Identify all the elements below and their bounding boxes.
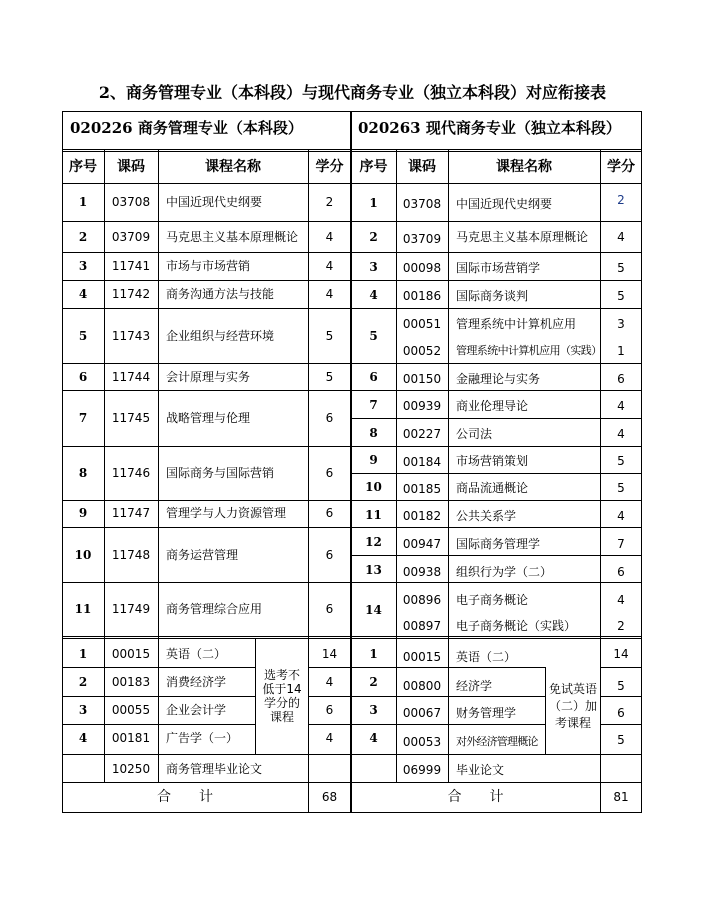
row-name: 财务管理学 bbox=[456, 706, 517, 720]
row-name: 市场营销策划 bbox=[456, 454, 529, 468]
row-no: 3 bbox=[369, 260, 378, 274]
left-elective-note: 选考不低于14学分的课程 bbox=[262, 668, 302, 724]
row-code: 00150 bbox=[402, 372, 442, 386]
row-no: 2 bbox=[369, 675, 378, 689]
row-code: 11748 bbox=[111, 548, 151, 562]
row-credit: 5 bbox=[617, 481, 625, 495]
row-credit: 2 bbox=[325, 195, 334, 209]
row-code: 11745 bbox=[111, 411, 151, 425]
row-credit: 5 bbox=[617, 289, 625, 303]
row-code: 11747 bbox=[111, 506, 151, 520]
row-name: 国际商务谈判 bbox=[456, 289, 529, 303]
row-credit: 6 bbox=[325, 506, 334, 520]
row-name: 管理系统中计算机应用（实践） bbox=[456, 344, 602, 357]
right-total-label: 合 计 bbox=[447, 789, 504, 805]
row-credit: 1 bbox=[617, 344, 625, 358]
row-name: 市场与市场营销 bbox=[166, 259, 251, 273]
row-code: 00897 bbox=[402, 619, 442, 633]
row-code: 11744 bbox=[111, 370, 151, 384]
row-code: 00938 bbox=[402, 565, 442, 579]
row-code: 00227 bbox=[402, 427, 442, 441]
row-credit: 3 bbox=[617, 317, 625, 331]
right-header-no: 序号 bbox=[359, 159, 388, 175]
row-name: 马克思主义基本原理概论 bbox=[456, 230, 589, 244]
row-credit: 5 bbox=[617, 261, 625, 275]
row-name: 战略管理与伦理 bbox=[166, 411, 251, 425]
row-name: 商业伦理导论 bbox=[456, 399, 529, 413]
row-code: 00015 bbox=[111, 647, 151, 661]
row-no: 10 bbox=[365, 480, 382, 494]
row-credit: 5 bbox=[617, 454, 625, 468]
row-no: 4 bbox=[78, 287, 88, 301]
row-code: 11743 bbox=[111, 329, 151, 343]
row-code: 00185 bbox=[402, 482, 442, 496]
row-code: 00051 bbox=[402, 317, 442, 331]
row-code: 00052 bbox=[402, 344, 442, 358]
row-no: 5 bbox=[78, 329, 88, 343]
row-no: 8 bbox=[78, 466, 88, 480]
row-credit: 5 bbox=[325, 370, 334, 384]
row-no: 6 bbox=[369, 370, 378, 384]
row-name: 国际商务管理学 bbox=[456, 537, 541, 551]
row-code: 00098 bbox=[402, 261, 442, 275]
row-no: 3 bbox=[78, 703, 88, 717]
row-no: 2 bbox=[78, 230, 88, 244]
row-code: 00947 bbox=[402, 537, 442, 551]
row-no: 2 bbox=[369, 230, 378, 244]
row-name: 电子商务概论（实践） bbox=[456, 619, 577, 633]
right-elective-note: 免试英语（二）加考课程 bbox=[549, 682, 598, 730]
row-code: 00183 bbox=[111, 675, 151, 689]
left-header-code: 课码 bbox=[117, 159, 145, 175]
row-name: 英语（二） bbox=[456, 650, 517, 664]
row-credit: 4 bbox=[325, 259, 334, 273]
row-code: 00800 bbox=[402, 679, 442, 693]
right-section-title: 020263 现代商务专业（独立本科段） bbox=[358, 119, 621, 137]
row-name: 公司法 bbox=[456, 427, 493, 441]
row-credit: 5 bbox=[617, 679, 625, 693]
row-no: 5 bbox=[369, 329, 378, 343]
row-no: 7 bbox=[369, 398, 378, 412]
right-thesis-name: 毕业论文 bbox=[456, 763, 505, 777]
left-total-value: 68 bbox=[321, 790, 338, 804]
row-code: 00067 bbox=[402, 706, 442, 720]
row-no: 9 bbox=[369, 453, 378, 467]
row-name: 企业会计学 bbox=[166, 703, 227, 717]
row-no: 3 bbox=[78, 259, 88, 273]
row-credit: 14 bbox=[321, 647, 338, 661]
row-no: 1 bbox=[78, 195, 88, 209]
row-no: 9 bbox=[78, 506, 88, 520]
row-credit: 14 bbox=[613, 647, 629, 661]
left-header-no: 序号 bbox=[69, 159, 97, 175]
left-header-credit: 学分 bbox=[315, 159, 344, 175]
left-thesis-code: 10250 bbox=[111, 762, 151, 776]
row-code: 11749 bbox=[111, 602, 151, 616]
row-name: 管理系统中计算机应用 bbox=[456, 317, 577, 331]
right-header-credit: 学分 bbox=[607, 159, 635, 175]
row-name: 国际商务与国际营销 bbox=[166, 466, 275, 480]
left-thesis-name: 商务管理毕业论文 bbox=[166, 762, 263, 776]
left-header-name: 课程名称 bbox=[205, 159, 261, 175]
row-no: 4 bbox=[369, 288, 378, 302]
row-code: 03708 bbox=[111, 195, 151, 209]
row-no: 1 bbox=[369, 647, 378, 661]
row-credit: 2 bbox=[617, 619, 625, 633]
row-no: 7 bbox=[78, 411, 88, 425]
row-credit: 6 bbox=[325, 411, 334, 425]
right-thesis-code: 06999 bbox=[402, 763, 442, 777]
row-code: 00186 bbox=[402, 289, 442, 303]
row-credit: 4 bbox=[617, 230, 625, 244]
row-no: 14 bbox=[365, 603, 382, 617]
row-name: 组织行为学（二） bbox=[456, 565, 553, 579]
row-no: 10 bbox=[74, 548, 92, 562]
row-credit: 4 bbox=[325, 675, 334, 689]
right-total-value: 81 bbox=[613, 790, 629, 804]
row-credit: 6 bbox=[325, 548, 334, 562]
row-code: 11741 bbox=[111, 259, 151, 273]
row-no: 4 bbox=[78, 731, 88, 745]
row-credit: 6 bbox=[617, 372, 625, 386]
left-total-label: 合 计 bbox=[157, 789, 213, 805]
row-name: 广告学（一） bbox=[166, 731, 239, 745]
row-no: 8 bbox=[369, 426, 378, 440]
row-credit: 4 bbox=[325, 731, 334, 745]
row-name: 中国近现代史纲要 bbox=[166, 195, 263, 209]
row-name: 会计原理与实务 bbox=[166, 370, 251, 384]
row-no: 2 bbox=[78, 675, 88, 689]
row-name: 公共关系学 bbox=[456, 509, 517, 523]
row-credit: 4 bbox=[617, 593, 625, 607]
document-title: 2、商务管理专业（本科段）与现代商务专业（独立本科段）对应衔接表 bbox=[98, 83, 607, 102]
row-credit: 4 bbox=[325, 287, 334, 301]
row-credit: 5 bbox=[617, 733, 625, 747]
right-header-code: 课码 bbox=[408, 159, 436, 175]
row-name: 国际市场营销学 bbox=[456, 261, 541, 275]
row-name: 商务管理综合应用 bbox=[166, 602, 263, 616]
row-credit: 6 bbox=[617, 706, 625, 720]
row-code: 00015 bbox=[402, 650, 442, 664]
row-no: 1 bbox=[78, 647, 88, 661]
row-credit: 4 bbox=[325, 230, 334, 244]
left-section-title: 020226 商务管理专业（本科段） bbox=[70, 119, 303, 137]
row-credit: 7 bbox=[617, 537, 625, 551]
row-credit: 6 bbox=[325, 466, 334, 480]
right-header-name: 课程名称 bbox=[496, 159, 552, 175]
row-no: 11 bbox=[74, 602, 92, 616]
row-name: 管理学与人力资源管理 bbox=[166, 506, 287, 520]
row-code: 00053 bbox=[402, 735, 442, 749]
row-no: 3 bbox=[369, 703, 378, 717]
row-credit: 6 bbox=[617, 565, 625, 579]
row-name: 消费经济学 bbox=[166, 675, 227, 689]
row-no: 11 bbox=[365, 508, 382, 522]
row-no: 4 bbox=[369, 731, 378, 745]
row-name: 对外经济管理概论 bbox=[456, 735, 538, 748]
row-no: 13 bbox=[365, 563, 382, 577]
row-code: 11742 bbox=[111, 287, 151, 301]
row-credit: 4 bbox=[617, 427, 625, 441]
row-code: 00184 bbox=[402, 455, 442, 469]
row-credit: 6 bbox=[325, 602, 334, 616]
row-no: 12 bbox=[365, 535, 382, 549]
row-name: 商务沟通方法与技能 bbox=[166, 287, 275, 301]
row-credit: 4 bbox=[617, 399, 625, 413]
row-credit: 5 bbox=[325, 329, 334, 343]
row-credit: 2 bbox=[617, 193, 625, 207]
row-name: 电子商务概论 bbox=[456, 593, 529, 607]
row-code: 00896 bbox=[402, 593, 442, 607]
row-code: 00182 bbox=[402, 509, 442, 523]
row-name: 企业组织与经营环境 bbox=[166, 329, 275, 343]
row-code: 00181 bbox=[111, 731, 151, 745]
row-name: 中国近现代史纲要 bbox=[456, 197, 553, 211]
row-no: 1 bbox=[369, 196, 378, 210]
row-code: 11746 bbox=[111, 466, 151, 480]
row-credit: 4 bbox=[617, 509, 625, 523]
row-name: 英语（二） bbox=[166, 647, 227, 661]
row-code: 00055 bbox=[111, 703, 151, 717]
row-name: 经济学 bbox=[456, 679, 493, 693]
row-name: 金融理论与实务 bbox=[456, 372, 541, 386]
row-credit: 6 bbox=[325, 703, 334, 717]
row-code: 03709 bbox=[111, 230, 151, 244]
row-name: 商务运营管理 bbox=[166, 548, 239, 562]
row-code: 03708 bbox=[402, 197, 442, 211]
row-code: 03709 bbox=[402, 232, 442, 246]
row-name: 马克思主义基本原理概论 bbox=[166, 230, 299, 244]
row-name: 商品流通概论 bbox=[456, 481, 529, 495]
row-no: 6 bbox=[78, 370, 88, 384]
row-code: 00939 bbox=[402, 399, 442, 413]
